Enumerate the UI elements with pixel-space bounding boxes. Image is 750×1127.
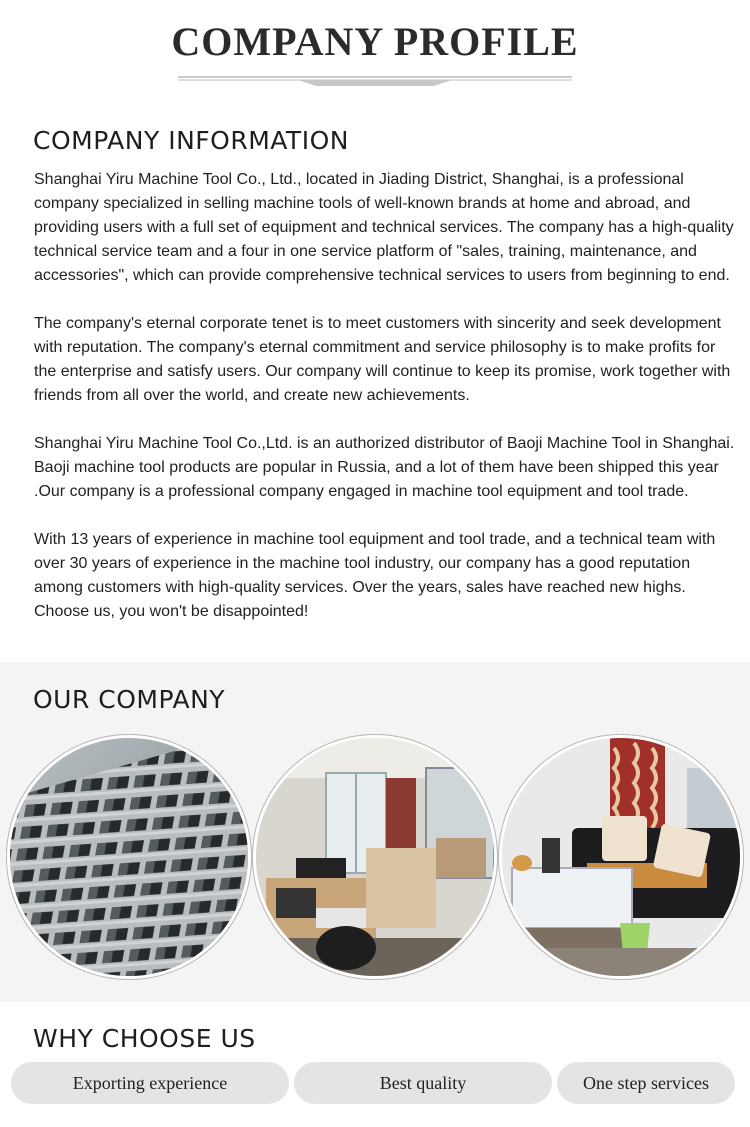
- company-information-heading: COMPANY INFORMATION: [33, 126, 349, 155]
- page-title: COMPANY PROFILE: [171, 19, 579, 64]
- title-divider: [178, 74, 572, 88]
- lounge-photo: [502, 738, 740, 976]
- pill-best-quality[interactable]: Best quality: [294, 1062, 552, 1104]
- info-paragraph-2: The company's eternal corporate tenet is to meet customers with sincerity and seek development with reputation. The company's eternal commitment and service philosophy is to make profits for the enterprise and satisfy users. Our company will continue to keep its promise, work together with friends from all over the world, and create new achievements.: [34, 315, 731, 404]
- our-company-heading: OUR COMPANY: [33, 685, 226, 714]
- why-choose-us-heading: WHY CHOOSE US: [33, 1024, 256, 1053]
- pill-one-step-services[interactable]: One step services: [557, 1062, 735, 1104]
- building-photo: [10, 738, 248, 976]
- why-choose-us-list: [0, 1062, 750, 1104]
- company-information-text: [34, 168, 740, 648]
- info-paragraph-3: Shanghai Yiru Machine Tool Co.,Ltd. is an authorized distributor of Baoji Machine Tool in Shanghai. Baoji machine tool products are popular in Russia, and a lot of them have been shipped this year .Our company is a professional company engaged in machine tool equipment and tool trade.: [34, 435, 735, 500]
- info-paragraph-1: Shanghai Yiru Machine Tool Co., Ltd., located in Jiading District, Shanghai, is a professional company specialized in selling machine tools of well-known brands at home and abroad, and providing users with a full set of equipment and technical services. The company has a high-quality technical service team and a four in one service platform of "sales, training, maintenance, and accessories", which can provide comprehensive technical services to users from beginning to end.: [34, 171, 734, 284]
- pill-exporting-experience[interactable]: Exporting experience: [11, 1062, 289, 1104]
- info-paragraph-4: With 13 years of experience in machine tool equipment and tool trade, and a technical team with over 30 years of experience in the machine tool industry, our company has a good reputation among customers with high-quality services. Over the years, sales have reached new highs. Choose us, you won't be disappointed!: [34, 531, 716, 620]
- office-photo: [256, 738, 494, 976]
